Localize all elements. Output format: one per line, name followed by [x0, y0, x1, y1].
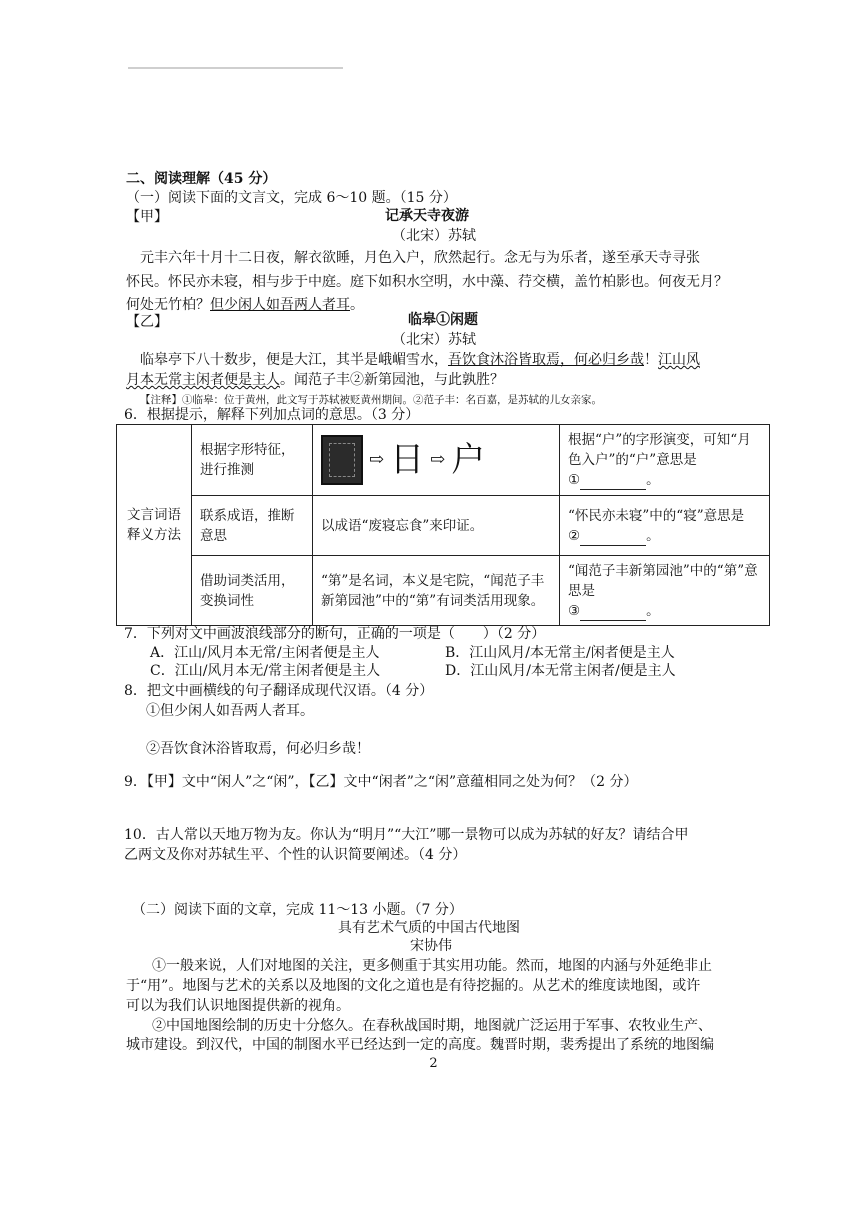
hint-text-2: “怀民亦未寝”中的“寝”意思是: [568, 507, 745, 524]
jia-line-3c: 。: [350, 297, 364, 313]
jia-line-1: 元丰六年十月十二日夜，解衣欲睡，月色入户，欣然起行。念无与为乐者，遂至承天寺寻张: [140, 250, 700, 266]
hint-text-1: 根据“户”的字形演变，可知“月色入户”的“户”意思是: [568, 432, 751, 468]
q7-option-a[interactable]: A．江山/风月本无常/主闲者便是主人: [150, 645, 380, 661]
blank-period-2: 。: [646, 527, 660, 544]
method-cell-2: 联系成语，推断意思: [192, 496, 313, 556]
underlined-sentence-2: 吾饮食沐浴皆取焉，何必归乡哉: [448, 352, 644, 368]
q10-line-2: 乙两文及你对苏轼生平、个性的认识简要阐述。（4 分）: [124, 847, 467, 863]
answer-blank-2[interactable]: [580, 531, 646, 546]
annotation-note: 【注释】①临皋：位于黄州，此文写于苏轼被贬黄州期间。②范子丰：名百嘉，是苏轼的儿女亲家。: [140, 394, 602, 406]
jia-line-3a: 何处无竹柏？: [126, 297, 210, 313]
part2-heading: （二）阅读下面的文章，完成 11～13 小题。（7 分）: [132, 902, 463, 918]
q7-option-b[interactable]: B．江山风月/本无常主/闲者便是主人: [445, 645, 675, 661]
para1-line-2: 于“用”。地图与艺术的关系以及地图的文化之道也是有待挖掘的。从艺术的维度读地图，或许: [126, 978, 701, 994]
para2-line-2: 城市建设。到汉代，中国的制图水平已经达到一定的高度。魏晋时期，裴秀提出了系统的地图编: [126, 1037, 714, 1053]
jia-title: 记承天寺夜游: [385, 208, 469, 224]
yi-line-2: [126, 370, 504, 391]
seal-script-image: [321, 435, 363, 485]
article-author: 宋协伟: [410, 938, 452, 954]
example-cell-2: 以成语“废寝忘食”来印证。: [313, 496, 560, 556]
section-title: 二、阅读理解（45 分）: [126, 171, 277, 187]
blank-number-1: ①: [568, 472, 581, 488]
glyph-evolution: [321, 435, 551, 485]
q9-stem: 9．【甲】文中“闲人”之“闲”，【乙】文中“闲者”之“闲”意蕴相同之处为何？（2 分）: [124, 774, 638, 790]
hint-cell-1: [560, 425, 770, 496]
q6-stem: 6．根据提示，解释下列加点词的意思。（3 分）: [124, 407, 420, 423]
wavy-text-1: 江山风: [658, 352, 700, 368]
jia-tag: 【甲】: [126, 209, 168, 225]
word-method-table: [116, 424, 770, 626]
glyph-stage-2: 日: [390, 440, 425, 480]
arrow-icon: ⇨: [430, 449, 446, 470]
hint-cell-2: [560, 496, 770, 556]
arrow-icon: ⇨: [369, 449, 385, 470]
yi-line-1: [140, 350, 700, 371]
blank-period-1: 。: [646, 472, 660, 488]
yi-line-1c: ！: [644, 352, 658, 368]
answer-blank-1[interactable]: [580, 475, 646, 490]
q7-option-c[interactable]: C．江山/风月本无/常主闲者便是主人: [150, 663, 381, 679]
category-cell: 文言词语释义方法: [117, 425, 192, 626]
q7-stem: 7．下列对文中画波浪线部分的断句，正确的一项是（ ）（2 分）: [124, 626, 546, 642]
para2-line-1: ②中国地图绘制的历史十分悠久。在春秋战国时期，地图就广泛运用于军事、农牧业生产、: [152, 1018, 712, 1034]
header-rule: [128, 67, 343, 69]
q10-line-1: 10．古人常以天地万物为友。你认为“明月”“大江”哪一景物可以成为苏轼的好友？请结合甲: [124, 827, 689, 843]
para1-line-3: 可以为我们认识地图提供新的视角。: [126, 998, 350, 1014]
blank-period-3: 。: [646, 602, 660, 619]
underlined-sentence-1: 但少闲人如吾两人者耳: [210, 297, 350, 313]
article-title: 具有艺术气质的中国古代地图: [338, 920, 520, 936]
part1-heading: （一）阅读下面的文言文，完成 6～10 题。（15 分）: [126, 190, 457, 206]
method-cell-3: 借助词类活用，变换词性: [192, 556, 313, 626]
jia-line-2: 怀民。怀民亦未寝，相与步于中庭。庭下如积水空明，水中藻、荇交横，盖竹柏影也。何夜无月？: [126, 274, 728, 290]
answer-blank-3[interactable]: [580, 606, 646, 621]
blank-number-2: ②: [568, 527, 581, 544]
q8-stem: 8．把文中画横线的句子翻译成现代汉语。（4 分）: [124, 683, 434, 699]
method-cell-1: 根据字形特征，进行推测: [192, 425, 313, 496]
page-number: 2: [429, 1056, 438, 1071]
yi-line-1a: 临皋亭下八十数步，便是大江，其半是峨嵋雪水，: [140, 352, 448, 368]
yi-line-2b: 。闻范子丰②新第园池，与此孰胜？: [280, 372, 504, 388]
hint-text-3: “闻范子丰新第园池”中的“第”意思是: [568, 562, 758, 599]
hint-cell-3: [560, 556, 770, 626]
jia-author: （北宋）苏轼: [392, 228, 476, 244]
yi-title: 临皋①闲题: [408, 312, 478, 328]
q7-option-d[interactable]: D．江山风月/本无常主闲者/便是主人: [445, 663, 676, 679]
example-cell-1: [313, 425, 560, 496]
blank-number-3: ③: [568, 602, 581, 619]
glyph-stage-3: 户: [451, 440, 486, 480]
q8-sentence-1: ①但少闲人如吾两人者耳。: [146, 703, 314, 719]
yi-author: （北宋）苏轼: [392, 332, 476, 348]
example-cell-3: “第”是名词，本义是宅院，“闻范子丰新第园池”中的“第”有词类活用现象。: [313, 556, 560, 626]
wavy-text-2: 月本无常主闲者便是主人: [126, 372, 280, 388]
yi-tag: 【乙】: [126, 314, 168, 330]
q8-sentence-2: ②吾饮食沐浴皆取焉，何必归乡哉！: [146, 741, 370, 757]
para1-line-1: ①一般来说，人们对地图的关注，更多侧重于其实用功能。然而，地图的内涵与外延绝非止: [152, 958, 712, 974]
